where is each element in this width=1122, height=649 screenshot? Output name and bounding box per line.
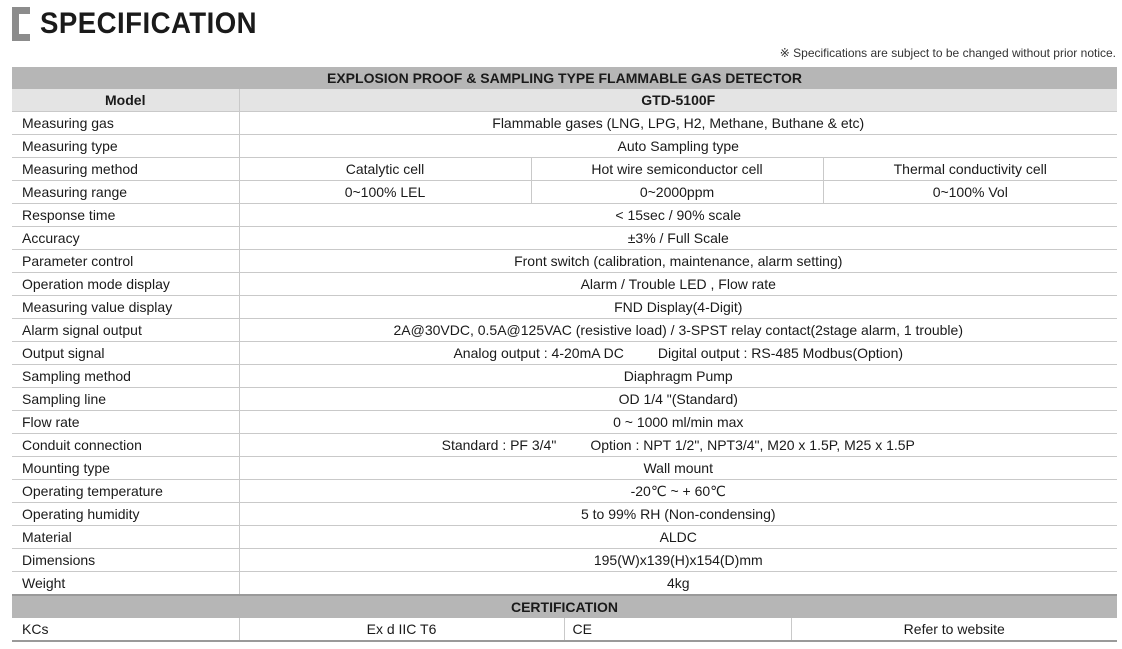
- row-value: Wall mount: [239, 457, 1117, 480]
- row-value: Front switch (calibration, maintenance, alarm setting): [239, 250, 1117, 273]
- row-label: Operating temperature: [12, 480, 239, 503]
- digital-output-text: Digital output : RS-485 Modbus(Option): [657, 345, 904, 361]
- table-row: [12, 158, 1117, 181]
- row-value: Hot wire semiconductor cell: [531, 158, 823, 181]
- table-row: [12, 549, 1117, 572]
- cert-value: Ex d IIC T6: [239, 618, 564, 641]
- row-value: 0 ~ 1000 ml/min max: [239, 411, 1117, 434]
- conduit-standard-text: Standard : PF 3/4": [441, 437, 557, 453]
- table-row: [12, 480, 1117, 503]
- model-label: Model: [12, 89, 239, 112]
- row-label: Weight: [12, 572, 239, 596]
- row-label: Measuring gas: [12, 112, 239, 135]
- row-value: 195(W)x139(H)x154(D)mm: [239, 549, 1117, 572]
- table-row: [12, 204, 1117, 227]
- row-label: Sampling method: [12, 365, 239, 388]
- row-value: -20℃ ~ + 60℃: [239, 480, 1117, 503]
- certification-table: [12, 596, 1117, 642]
- row-label: Measuring range: [12, 181, 239, 204]
- row-label: Measuring type: [12, 135, 239, 158]
- row-label: Sampling line: [12, 388, 239, 411]
- row-label: Operating humidity: [12, 503, 239, 526]
- table-row: [12, 503, 1117, 526]
- row-label: Accuracy: [12, 227, 239, 250]
- row-value: FND Display(4-Digit): [239, 296, 1117, 319]
- page-title: SPECIFICATION: [40, 7, 258, 40]
- row-label: Alarm signal output: [12, 319, 239, 342]
- row-value: ±3% / Full Scale: [239, 227, 1117, 250]
- table-row: [12, 112, 1117, 135]
- row-value: 4kg: [239, 572, 1117, 596]
- model-row: [12, 89, 1117, 112]
- table-row: [12, 434, 1117, 457]
- analog-output-text: Analog output : 4-20mA DC: [453, 345, 624, 361]
- notice-text: ※ Specifications are subject to be changed without prior notice.: [779, 46, 1116, 60]
- table-row: [12, 618, 1117, 641]
- row-label: Response time: [12, 204, 239, 227]
- row-label: Flow rate: [12, 411, 239, 434]
- row-value: 5 to 99% RH (Non-condensing): [239, 503, 1117, 526]
- table-row: [12, 526, 1117, 549]
- cert-label: CE: [564, 618, 791, 641]
- row-value: OD 1/4 "(Standard): [239, 388, 1117, 411]
- table-row: [12, 181, 1117, 204]
- table-row: [12, 273, 1117, 296]
- spec-table: [12, 67, 1117, 596]
- section-title: CERTIFICATION: [12, 596, 1117, 618]
- row-value: [239, 434, 1117, 457]
- page-header: [12, 6, 276, 42]
- table-row: [12, 319, 1117, 342]
- cert-section-header: [12, 596, 1117, 618]
- row-label: Mounting type: [12, 457, 239, 480]
- row-value: 0~100% LEL: [239, 181, 531, 204]
- table-row: [12, 457, 1117, 480]
- row-label: Measuring value display: [12, 296, 239, 319]
- cert-value: Refer to website: [791, 618, 1117, 641]
- table-row: [12, 411, 1117, 434]
- cert-label: KCs: [12, 618, 239, 641]
- row-value: 0~100% Vol: [823, 181, 1117, 204]
- section-title: EXPLOSION PROOF & SAMPLING TYPE FLAMMABLE GAS DETECTOR: [12, 67, 1117, 89]
- row-label: Output signal: [12, 342, 239, 365]
- table-row: [12, 388, 1117, 411]
- row-label: Dimensions: [12, 549, 239, 572]
- row-value: 2A@30VDC, 0.5A@125VAC (resistive load) / 3-SPST relay contact(2stage alarm, 1 trouble): [239, 319, 1117, 342]
- conduit-option-text: Option : NPT 1/2", NPT3/4", M20 x 1.5P, M25 x 1.5P: [590, 437, 915, 453]
- row-label: Material: [12, 526, 239, 549]
- row-label: Operation mode display: [12, 273, 239, 296]
- table-row: [12, 250, 1117, 273]
- row-value: Flammable gases (LNG, LPG, H2, Methane, Buthane & etc): [239, 112, 1117, 135]
- row-label: Measuring method: [12, 158, 239, 181]
- table-row: [12, 342, 1117, 365]
- row-value: Catalytic cell: [239, 158, 531, 181]
- row-value: Diaphragm Pump: [239, 365, 1117, 388]
- row-value: 0~2000ppm: [531, 181, 823, 204]
- row-value: Thermal conductivity cell: [823, 158, 1117, 181]
- row-label: Conduit connection: [12, 434, 239, 457]
- table-row: [12, 365, 1117, 388]
- table-row: [12, 227, 1117, 250]
- spec-section-header: [12, 67, 1117, 89]
- row-value: [239, 342, 1117, 365]
- row-value: Auto Sampling type: [239, 135, 1117, 158]
- table-row: [12, 135, 1117, 158]
- row-value: ALDC: [239, 526, 1117, 549]
- table-row: [12, 572, 1117, 596]
- bracket-icon: [12, 7, 30, 41]
- model-value: GTD-5100F: [239, 89, 1117, 112]
- row-label: Parameter control: [12, 250, 239, 273]
- row-value: < 15sec / 90% scale: [239, 204, 1117, 227]
- table-row: [12, 296, 1117, 319]
- row-value: Alarm / Trouble LED , Flow rate: [239, 273, 1117, 296]
